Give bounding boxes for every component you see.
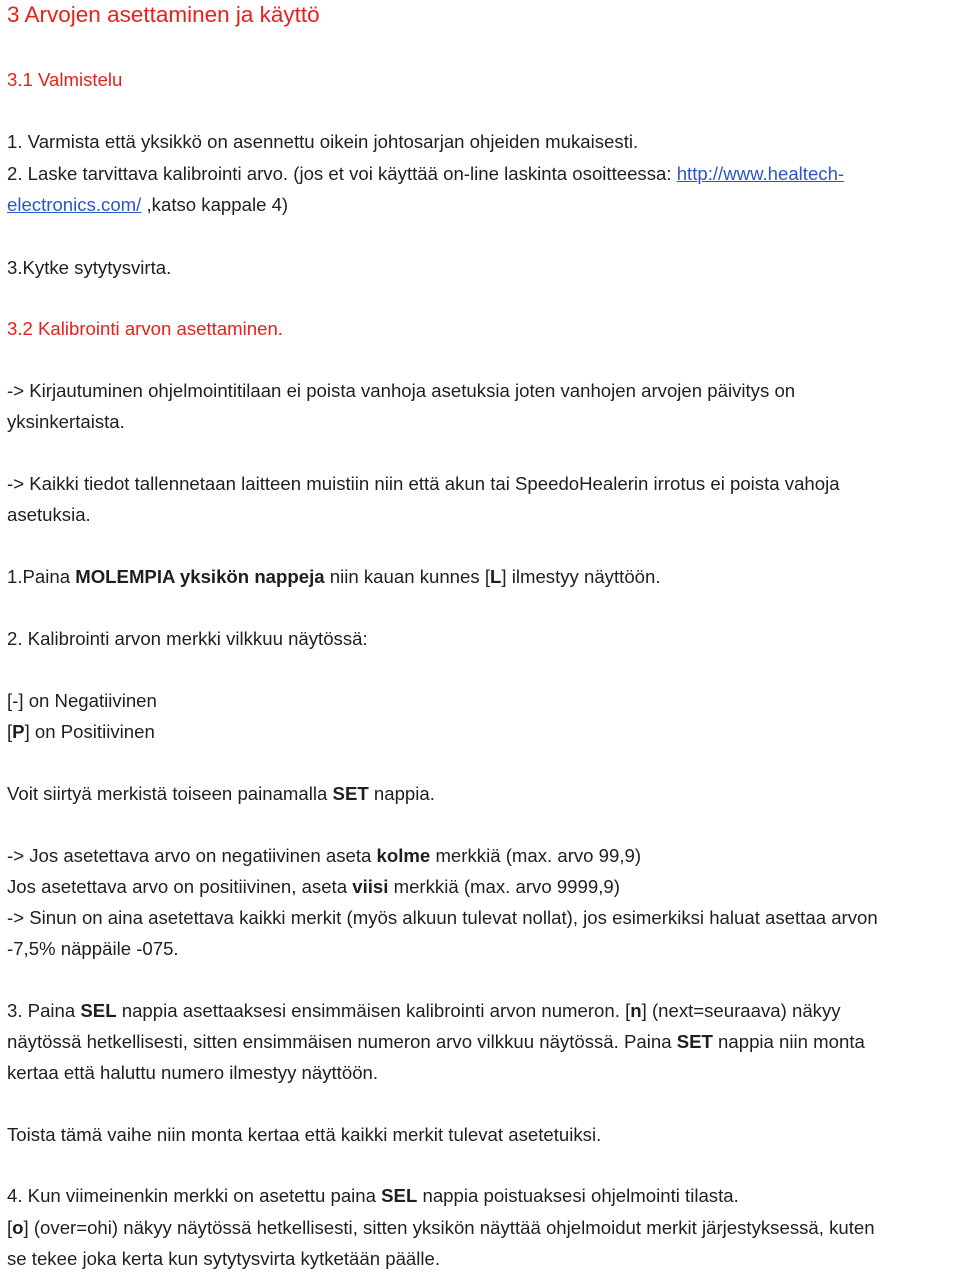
healtech-link[interactable]: http://www.healtech- [676, 163, 845, 184]
leading-zeros-rule: -> Sinun on aina asetettava kaikki merkit (myös alkuun tulevat nollat), jos esimerkiksi haluat asettaa arvon [7, 907, 878, 928]
note-2-line-1: -> Kaikki tiedot tallennetaan laitteen muistiin niin että akun tai SpeedoHealerin irrotus ei poista vahoja [7, 473, 840, 494]
set-button-note: Voit siirtyä merkistä toiseen painamalla SET nappia. [7, 783, 435, 804]
instruction-3-line-1: 3. Paina SEL nappia asettaaksesi ensimmäisen kalibrointi arvon numeron. [n] (next=seuraava) näkyy [7, 1000, 841, 1021]
step-2-text: 2. Laske tarvittava kalibrointi arvo. (jos et voi käyttää on-line laskinta osoitteessa: http://www.healtech- [7, 163, 845, 184]
note-1-line-1: -> Kirjautuminen ohjelmointitilaan ei poista vanhoja asetuksia joten vanhojen arvojen päivitys on [7, 380, 796, 401]
instruction-3-line-2: näytössä hetkellisesti, sitten ensimmäisen numeron arvo vilkkuu näytössä. Paina SET nappia niin monta [7, 1031, 865, 1052]
instruction-4-line-2: [o] (over=ohi) näkyy näytössä hetkellisesti, sitten yksikön näyttää ohjelmoidut merkit järjestyksessä, kuten [7, 1217, 875, 1238]
repeat-note: Toista tämä vaihe niin monta kertaa että kaikki merkit tulevat asetetuiksi. [7, 1124, 602, 1145]
step-3-text: 3.Kytke sytytysvirta. [7, 257, 172, 278]
step-2-text-cont: electronics.com/ ,katso kappale 4) [7, 194, 289, 215]
positive-value-rule: Jos asetettava arvo on positiivinen, aseta viisi merkkiä (max. arvo 9999,9) [7, 876, 620, 897]
instruction-1: 1.Paina MOLEMPIA yksikön nappeja niin kauan kunnes [L] ilmestyy näyttöön. [7, 566, 661, 587]
instruction-4-line-1: 4. Kun viimeinenkin merkki on asetettu paina SEL nappia poistuaksesi ohjelmointi tilasta. [7, 1185, 739, 1206]
step-1-text: 1. Varmista että yksikkö on asennettu oikein johtosarjan ohjeiden mukaisesti. [7, 131, 639, 152]
instruction-2: 2. Kalibrointi arvon merkki vilkkuu näytössä: [7, 628, 368, 649]
instruction-3-line-3: kertaa että haluttu numero ilmestyy näyttöön. [7, 1062, 379, 1083]
page-title: 3 Arvojen asettaminen ja käyttö [7, 2, 320, 27]
instruction-4-line-3: se tekee joka kerta kun sytytysvirta kytketään päälle. [7, 1248, 441, 1269]
negative-value-rule: -> Jos asetettava arvo on negatiivinen aseta kolme merkkiä (max. arvo 99,9) [7, 845, 642, 866]
negative-sign-line: [-] on Negatiivinen [7, 690, 157, 711]
note-2-line-2: asetuksia. [7, 504, 91, 525]
positive-sign-line: [P] on Positiivinen [7, 721, 155, 742]
note-1-line-2: yksinkertaista. [7, 411, 125, 432]
example-value: -7,5% näppäile -075. [7, 938, 179, 959]
section-heading-valmistelu: 3.1 Valmistelu [7, 69, 123, 90]
section-heading-kalibrointi: 3.2 Kalibrointi arvon asettaminen. [7, 318, 283, 339]
healtech-link-cont[interactable]: electronics.com/ [7, 194, 142, 215]
